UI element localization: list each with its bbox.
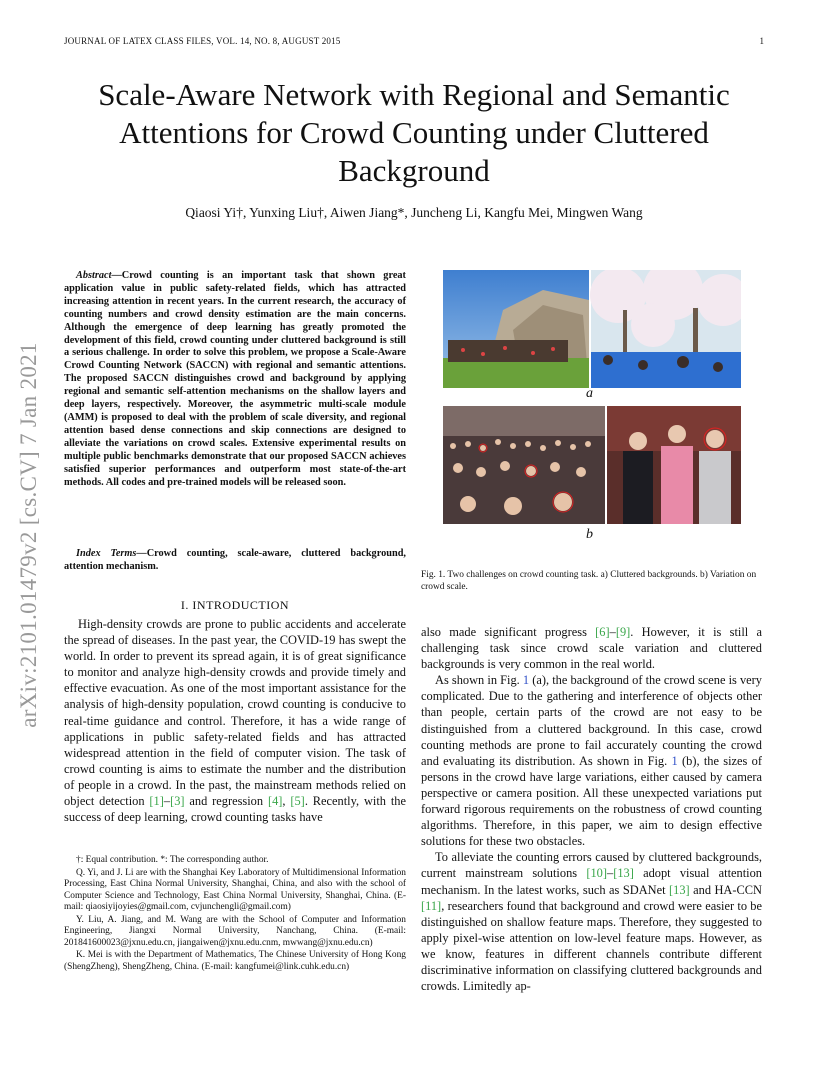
text-span: , xyxy=(282,794,291,809)
citation-link[interactable]: [1] xyxy=(149,794,164,809)
citation-link[interactable]: [9] xyxy=(615,625,631,639)
running-header: JOURNAL OF LATEX CLASS FILES, VOL. 14, NO. 8, AUGUST 2015 xyxy=(64,36,341,46)
citation-link[interactable]: [10] xyxy=(586,866,607,881)
paragraph xyxy=(421,849,762,994)
arxiv-id: arXiv:2101.01479v2 [cs.CV] 7 Jan 2021 xyxy=(16,342,41,728)
text-span: As shown in Fig. xyxy=(435,673,523,688)
abstract-text: —Crowd counting is an important task that shown great application value in public safety-related fields, which has attracted increasing attention in recent years. In the current research, the accuracy of counting numbers and crowd density estimation are the main concerns. Although the emergence of deep learning has greatly promoted the development of this field, crowd counting under cluttered background is still a serious challenge. In order to solve this problem, we propose a Scale-Aware Crowd Counting Network (SACCN) with regional and semantic attentions. The proposed SACCN distinguishes crowd and background by applying regional and semantic self-attention mechanisms on the shallow layers and deep layers, respectively. Moreover, the asymmetric multi-scale module (AMM) is proposed to deal with the problem of scale diversity, and regional attention based dense connections and skip connections are designed to alleviate the variations on crowd scales. Extensive experimental results on multiple public benchmarks demonstrate that our proposed SACCN achieves satisfied superior performances and outperform most state-of-the-art methods. All codes and pre-trained models will be released soon. xyxy=(64,270,406,488)
index-terms-text: —Crowd counting, scale-aware, cluttered background, attention mechanism. xyxy=(64,548,406,572)
figure-label-b: b xyxy=(586,527,593,542)
citation-link[interactable]: [4] xyxy=(267,794,283,809)
abstract-lead: Abstract xyxy=(76,270,112,281)
paper-title: Scale-Aware Network with Regional and Semantic Attentions for Crowd Counting under Cluttered Background xyxy=(98,77,730,188)
text-span: – xyxy=(606,866,614,881)
index-terms xyxy=(64,548,406,574)
text-span: and regression xyxy=(184,794,268,809)
page-number: 1 xyxy=(759,36,764,46)
paragraph xyxy=(421,672,762,849)
arxiv-stamp xyxy=(8,300,50,770)
figure-caption: Fig. 1. Two challenges on crowd counting task. a) Cluttered backgrounds. b) Variation on crowd scale. xyxy=(421,570,757,592)
citation-link[interactable]: [6] xyxy=(595,625,610,639)
text-span: High-density crowds are prone to public accidents and accelerate the spread of diseases. In the past year, the COVID-19 has swept the world. In order to prevent its spread again, it is of great significance to monitor and analyze high-density crowds and provide timely and effective evacuation. As one of the most important assistance for the analysis of high-density population, crowd counting is conducive to real-time guidance and control. Therefore, it has a wide range of applications in public safety-related fields and has attracted widespread attention in the field of computer vision. The task of crowd counting is aims to estimate the number and the distribution of people in a crowd. In the past, the mainstream methods relied on object detection xyxy=(64,617,406,809)
citation-link[interactable]: [13] xyxy=(613,866,634,881)
footnotes xyxy=(64,855,406,974)
citation-link[interactable]: [3] xyxy=(170,794,185,809)
text-span: and HA-CCN xyxy=(689,882,762,897)
footnote: Q. Yi, and J. Li are with the Shanghai Key Laboratory of Multidimensional Information Processing, East China Normal University, Shanghai, China, and also with the school of Computer Science and Technology, East China Normal University, Shanghai, China. (E-mail: qiaosiyijoyies@gmail.com, cvjunchengli@gmail.com) xyxy=(64,867,406,912)
section-heading: I. INTRODUCTION xyxy=(180,598,290,612)
text-span: . Recently, with the success of deep learning, crowd counting tasks have xyxy=(64,794,406,825)
figure-image-a xyxy=(443,270,741,388)
column-left-body xyxy=(64,616,406,825)
citation-link[interactable]: [13] xyxy=(669,882,690,897)
column-right-body xyxy=(421,624,762,994)
text-span: , researchers found that background and crowd were easier to be distinguished on shallow feature maps. Therefore, they suggested to apply pixel-wise attention on low-level feature maps. However, as we know, features in different channels contribute different discriminative information on classifying cluttered backgrounds and crowds. Limitedly ap- xyxy=(421,898,762,994)
figure-link[interactable]: 1 xyxy=(522,673,530,688)
text-span: To alleviate the counting errors caused by cluttered backgrounds, current mainstream solutions xyxy=(421,850,762,881)
text-span: also made significant progress xyxy=(421,625,596,639)
index-terms-lead: Index Terms xyxy=(76,548,137,559)
figure-link[interactable]: 1 xyxy=(671,753,678,768)
citation-link[interactable]: [5] xyxy=(290,794,305,809)
paragraph xyxy=(64,616,406,825)
footnote: K. Mei is with the Department of Mathematics, The Chinese University of Hong Kong (ShengZheng), ShengZheng, China. (E-mail: kangfumei@link.cuhk.edu.cn) xyxy=(64,950,406,972)
citation-link[interactable]: [11] xyxy=(421,898,442,913)
figure-image-b xyxy=(443,406,741,524)
figure-label-a: a xyxy=(586,386,593,401)
footnote: †: Equal contribution. *: The corresponding author. xyxy=(76,855,269,865)
text-span: (b), the sizes of persons in the crowd have large variations, either caused by camera perspective or camera position. All these unexpected variations put forward rigorous requirements on the robustness of crowd counting algorithms. Therefore, in this paper, we aim to design effective solutions for these two obstacles. xyxy=(421,753,762,849)
abstract xyxy=(64,270,406,489)
footnote: Y. Liu, A. Jiang, and M. Wang are with the School of Computer and Information Engineering, Jiangxi Normal University, Nanchang, China. (E-mail: 201841600023@jxnu.edu.cn, jiangaiwen@jxnu.edu.cnm, mwwang@jxnu.edu.cn) xyxy=(64,914,406,948)
author-list: Qiaosi Yi†, Yunxing Liu†, Aiwen Jiang*, Juncheng Li, Kangfu Mei, Mingwen Wang xyxy=(185,205,643,220)
text-span: (a), the background of the crowd scene is very complicated. Due to the gathering and interference of objects other than people, certain parts of the crowd are not easy to be distinguished from a cluttered background. In this case, crowd counting methods are prone to fail accurately counting the crowd and evaluating its distribution. As shown in Fig. xyxy=(421,673,762,768)
paragraph xyxy=(421,624,762,672)
text-span: adopt visual attention mechanism. In the latest works, such as SDANet xyxy=(421,866,762,897)
text-span: – xyxy=(163,794,171,809)
text-span: . However, it is still a challenging task since crowd scale variation and cluttered backgrounds is very common in the real world. xyxy=(421,625,762,672)
text-span: – xyxy=(609,625,616,639)
